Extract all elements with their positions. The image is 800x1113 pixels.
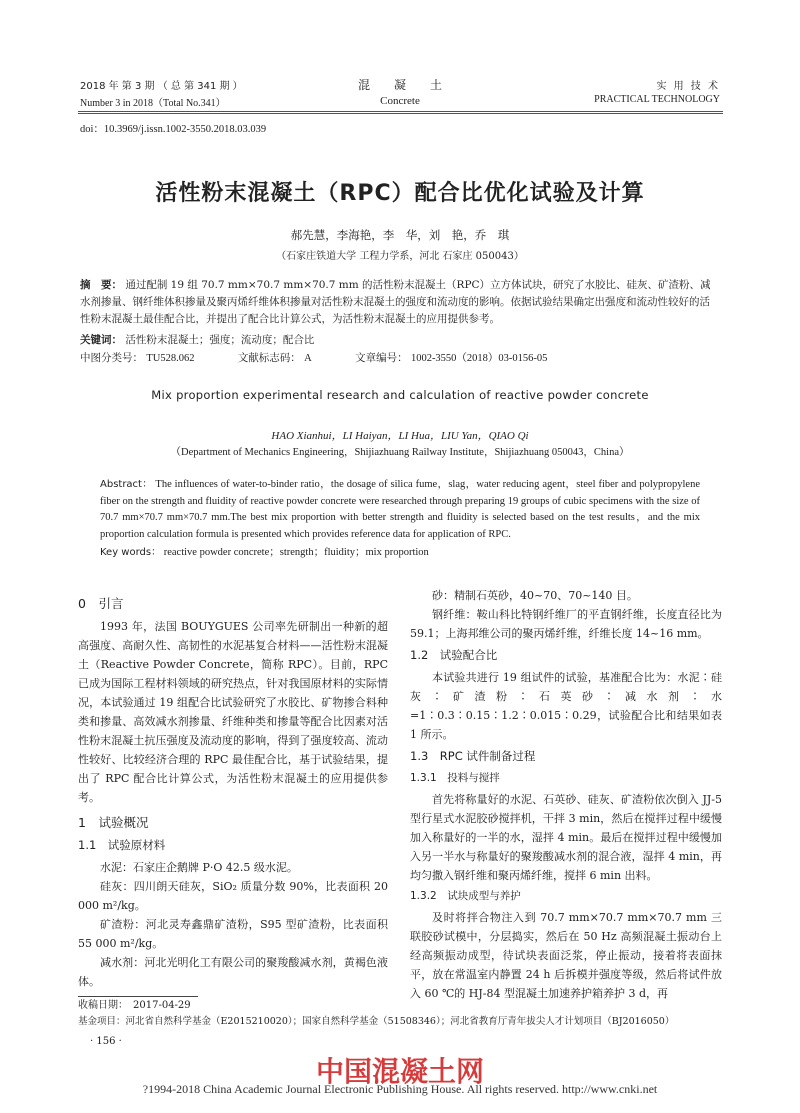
column-en: PRACTICAL TECHNOLOGY <box>594 94 720 105</box>
copyright-line: ?1994-2018 China Academic Journal Electronic Publishing House. All rights reserved. http://www.cnki.net <box>142 1082 658 1096</box>
affiliation: （石家庄铁道大学 工程力学系，河北 石家庄 050043） <box>276 251 524 262</box>
classification-line <box>80 350 720 367</box>
section-mixing-heading: 1.3.1 投料与搅拌 <box>410 772 500 784</box>
material-slag: 矿渣粉：河北灵寿鑫鼎矿渣粉，S95 型矿渣粉，比表面积 55 000 m²/kg。 <box>78 918 388 950</box>
section-curing-heading: 1.3.2 试块成型与养护 <box>410 890 521 902</box>
keywords-cn <box>80 332 720 349</box>
left-column <box>78 588 388 991</box>
material-reducer: 减水剂：河北光明化工有限公司的聚羧酸减水剂，黄褐色液体。 <box>78 956 388 988</box>
title-en: Mix proportion experimental research and calculation of reactive powder concrete <box>151 388 649 402</box>
funding: 基金项目：河北省自然科学基金（E2015210020）；国家自然科学基金（51508346）；河北省教育厅青年拔尖人才计划项目（BJ2016050） <box>78 1016 675 1027</box>
article-no-value: 1002-3550（2018）03-0156-05 <box>410 353 548 364</box>
page-number: · 156 · <box>90 1036 122 1047</box>
section-materials-heading: 1.1 试验原材料 <box>78 838 166 852</box>
keywords-en-label: Key words： <box>100 547 162 558</box>
section-prep-heading: 1.3 RPC 试件制备过程 <box>410 749 536 763</box>
doc-code-label: 文献标志码： <box>237 352 301 364</box>
abstract-en-label: Abstract： <box>100 479 153 490</box>
header-rule-double <box>78 113 723 114</box>
authors-en: HAO Xianhui，LI Haiyan，LI Hua，LIU Yan，QIAO Qi <box>271 430 529 442</box>
keywords-en-text: reactive powder concrete；strength；fluidity；mix proportion <box>163 547 429 558</box>
abstract-text: 通过配制 19 组 70.7 mm×70.7 mm×70.7 mm 的活性粉末混凝土（RPC）立方体试块，研究了水胶比、硅灰、矿渣粉、减水剂掺量、钢纤维体积掺量及聚丙烯纤维体积掺量对活性粉末混凝土的强度和流动度的影响。依据试验结果确定出强度和流动性较好的活性粉末混凝土最佳配合比，并提出了配合比计算公式，为活性粉末混凝土的应用提供参考。 <box>80 279 711 325</box>
clc-value: TU528.062 <box>146 353 195 364</box>
section-overview-heading: 1 试验概况 <box>78 815 149 830</box>
watermark-logo: 中国混凝土网 <box>315 1055 484 1088</box>
material-cement: 水泥：石家庄企鹅牌 P·O 42.5 级水泥。 <box>100 861 298 874</box>
issue-en: Number 3 in 2018（Total No.341） <box>80 98 226 109</box>
section-intro-heading: 0 引言 <box>78 596 124 611</box>
clc-label: 中图分类号： <box>80 352 143 364</box>
journal-name-en: Concrete <box>380 95 420 107</box>
abstract-cn <box>80 277 720 328</box>
right-column <box>410 586 722 1003</box>
material-sand: 砂：精制石英砂，40~70、70~140 目。 <box>432 589 638 602</box>
doc-code-value: A <box>304 353 312 364</box>
received-date: 收稿日期： 2017-04-29 <box>78 1000 191 1011</box>
material-fiber: 钢纤维：鞍山科比特钢纤维厂的平直钢纤维，长度直径比为 59.1；上海邦维公司的聚丙烯纤维，纤维长度 14~16 mm。 <box>410 608 722 640</box>
material-silica-fume: 硅灰：四川朗天硅灰，SiO₂ 质量分数 90%，比表面积 20 000 m²/kg。 <box>78 880 388 912</box>
abstract-label: 摘 要： <box>80 279 122 291</box>
doi: doi：10.3969/j.issn.1002-3550.2018.03.039 <box>80 124 267 135</box>
article-no-label: 文章编号： <box>355 352 408 364</box>
curing-paragraph: 及时将拌合物注入到 70.7 mm×70.7 mm×70.7 mm 三联胶砂试模中，分层捣实，然后在 50 Hz 高频混凝土振动台上经高频振动成型，待试块表面泛浆，停止振动，接着将表面抹平，放在常温室内静置 24 h 后拆模并强度等级，然后将试件放入 60 ℃的 HJ-84 型混凝土加速养护箱养护 3 d，再 <box>410 911 722 1000</box>
journal-name-cn: 混 凝 土 <box>357 78 442 92</box>
authors: 郝先慧，李海艳，李 华，刘 艳，乔 琪 <box>290 228 510 242</box>
mixing-paragraph: 首先将称量好的水泥、石英砂、硅灰、矿渣粉依次倒入 JJ-5 型行星式水泥胶砂搅拌机，干拌 3 min，然后在搅拌过程中缓慢加入称量好的一半的水，湿拌 4 min。最后在搅拌过程中缓慢加入另一半水与称量好的聚羧酸减水剂的混合液，湿拌 4 min，再均匀撒入钢纤维和聚丙烯纤维，搅拌 6 min 出料。 <box>410 793 722 882</box>
keywords-en <box>100 543 700 559</box>
abstract-en-text: The influences of water-to-binder ratio，the dosage of silica fume，slag，water reducing agent，steel fiber and polypropylene fiber on the strength and fluidity of reactive powder concrete were researched through preparing 19 groups of cubic specimens with the size of 70.7 mm×70.7 mm×70.7 mm.The best mix proportion with better strength and fluidity is selected based on the test results，and the mix proportion calculation formula is presented which provides reference data for application of RPC. <box>100 479 700 540</box>
abstract-en <box>100 477 700 543</box>
issue-cn: 2018 年 第 3 期 （ 总 第 341 期 ） <box>80 81 243 92</box>
column-cn: 实 用 技 术 <box>656 81 720 92</box>
header-rule <box>78 111 723 112</box>
affiliation-en: （Department of Mechanics Engineering，Shijiazhuang Railway Institute，Shijiazhuang 050043，China） <box>170 447 630 458</box>
mix-paragraph: 本试验共进行 19 组试件的试验，基准配合比为：水泥∶硅灰∶矿渣粉∶石英砂∶减水剂∶水 =1∶0.3∶0.15∶1.2∶0.015∶0.29，试验配合比和结果如表 1 所示。 <box>410 671 722 741</box>
article-title: 活性粉末混凝土（RPC）配合比优化试验及计算 <box>155 181 645 206</box>
intro-paragraph: 1993 年，法国 BOUYGUES 公司率先研制出一种新的超高强度、高耐久性、高韧性的水泥基复合材料——活性粉末混凝土（Reactive Powder Concrete，简称 RPC）。目前，RPC 已成为国际工程材料领域的研究热点，针对我国原材料的实际情况，本试验通过 19 组配合比试验研究了水胶比、矿物掺合料种类和掺量、高效减水剂掺量、纤维种类和掺量等配合比因素对活性粉末混凝土抗压强度及流动度的影响，得到了强度较高、流动性较好、比较经济合理的 RPC 最佳配合比，基于试验结果，提出了 RPC 配合比计算公式，为活性粉末混凝土的应用提供参考。 <box>78 620 388 804</box>
footnote-rule <box>78 996 198 997</box>
keywords-text: 活性粉末混凝土；强度；流动度；配合比 <box>125 334 315 346</box>
section-mix-heading: 1.2 试验配合比 <box>410 648 498 662</box>
keywords-label: 关键词： <box>80 334 122 346</box>
